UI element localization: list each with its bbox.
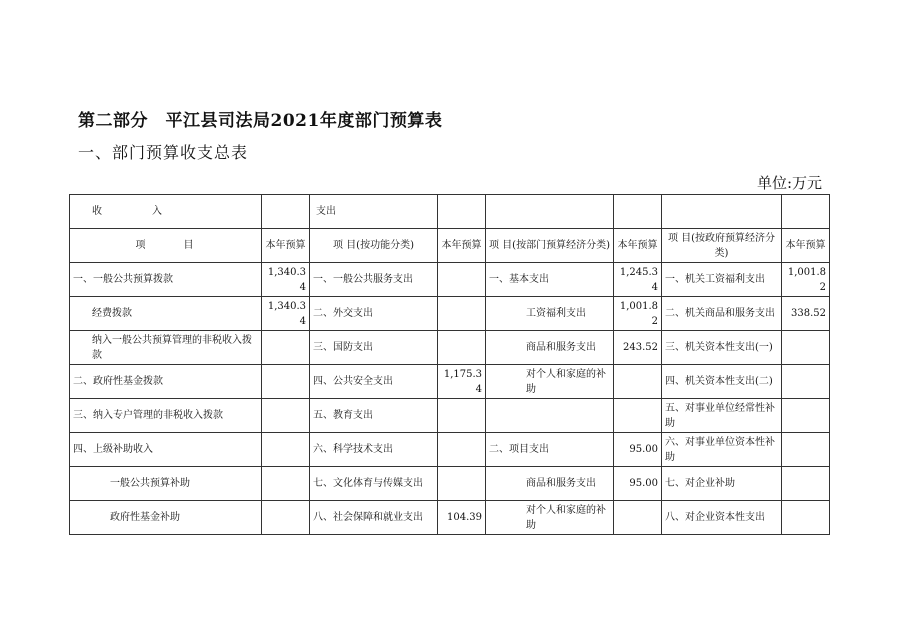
gov-econ-amount-cell: 338.52 [782, 297, 830, 331]
gov-econ-item-cell: 七、对企业补助 [662, 467, 782, 501]
unit-label: 单位:万元 [756, 174, 822, 192]
income-item-cell: 纳入一般公共预算管理的非税收入拨款 [70, 331, 262, 365]
dept-econ-item-cell: 二、项目支出 [486, 433, 614, 467]
income-amount-cell: 1,340.34 [262, 263, 310, 297]
function-item-cell: 四、公共安全支出 [310, 365, 438, 399]
dept-econ-item-cell: 工资福利支出 [486, 297, 614, 331]
function-amount-cell [438, 263, 486, 297]
function-item-cell: 二、外交支出 [310, 297, 438, 331]
income-item-header: 项 目 [70, 229, 262, 263]
table-row [70, 467, 830, 501]
gov-econ-item-cell: 一、机关工资福利支出 [662, 263, 782, 297]
dept-econ-amount-cell [614, 501, 662, 535]
gov-econ-amount-cell [782, 501, 830, 535]
function-amount-cell: 104.39 [438, 501, 486, 535]
column-header-row [70, 229, 830, 263]
income-amount-cell: 1,340.34 [262, 297, 310, 331]
dept-econ-amount-cell: 1,245.34 [614, 263, 662, 297]
dept-econ-item-cell [486, 399, 614, 433]
group-header-row [70, 195, 830, 229]
table-row [70, 433, 830, 467]
income-item-cell: 二、政府性基金拨款 [70, 365, 262, 399]
dept-econ-amount-cell: 95.00 [614, 467, 662, 501]
gov-econ-amount-cell: 1,001.82 [782, 263, 830, 297]
dept-econ-item-cell: 商品和服务支出 [486, 331, 614, 365]
income-amount-cell [262, 433, 310, 467]
function-amount-cell [438, 467, 486, 501]
function-item-cell: 七、文化体育与传媒支出 [310, 467, 438, 501]
income-item-cell: 政府性基金补助 [70, 501, 262, 535]
gov-econ-amount-cell [782, 331, 830, 365]
income-amount-cell [262, 331, 310, 365]
function-item-cell: 一、一般公共服务支出 [310, 263, 438, 297]
table-row [70, 297, 830, 331]
function-item-cell: 五、教育支出 [310, 399, 438, 433]
function-item-cell: 三、国防支出 [310, 331, 438, 365]
section-subtitle: 一、部门预算收支总表 [78, 143, 249, 162]
table-row [70, 501, 830, 535]
dept-econ-item-cell: 对个人和家庭的补助 [486, 365, 614, 399]
income-item-cell: 经费拨款 [70, 297, 262, 331]
budget-summary-table [69, 194, 830, 535]
function-item-cell: 六、科学技术支出 [310, 433, 438, 467]
dept-econ-item-cell: 商品和服务支出 [486, 467, 614, 501]
income-amount-header: 本年预算 [262, 229, 310, 263]
dept-econ-amount-header: 本年预算 [614, 229, 662, 263]
function-item-cell: 八、社会保障和就业支出 [310, 501, 438, 535]
dept-econ-amount-cell [614, 365, 662, 399]
table-row [70, 331, 830, 365]
gov-econ-amount-cell [782, 365, 830, 399]
income-amount-cell [262, 365, 310, 399]
income-item-cell: 四、上级补助收入 [70, 433, 262, 467]
dept-econ-amount-cell: 243.52 [614, 331, 662, 365]
income-item-cell: 一、一般公共预算拨款 [70, 263, 262, 297]
function-item-header: 项 目(按功能分类) [310, 229, 438, 263]
income-amount-cell [262, 399, 310, 433]
table-row [70, 365, 830, 399]
dept-econ-item-header: 项 目(按部门预算经济分类) [486, 229, 614, 263]
gov-econ-item-cell: 五、对事业单位经常性补助 [662, 399, 782, 433]
function-amount-cell [438, 331, 486, 365]
gov-econ-item-cell: 八、对企业资本性支出 [662, 501, 782, 535]
gov-econ-amount-cell [782, 467, 830, 501]
table-body [70, 263, 830, 535]
expense-group-header: 支出 [310, 195, 438, 229]
document-title: 第二部分 平江县司法局2021年度部门预算表 [78, 111, 443, 131]
income-item-cell: 三、纳入专户管理的非税收入拨款 [70, 399, 262, 433]
function-amount-cell [438, 399, 486, 433]
income-item-cell: 一般公共预算补助 [70, 467, 262, 501]
function-amount-cell: 1,175.34 [438, 365, 486, 399]
income-amount-cell [262, 467, 310, 501]
table-row [70, 399, 830, 433]
gov-econ-amount-cell [782, 433, 830, 467]
gov-econ-item-header: 项 目(按政府预算经济分类) [662, 229, 782, 263]
function-amount-cell [438, 433, 486, 467]
gov-econ-amount-header: 本年预算 [782, 229, 830, 263]
gov-econ-item-cell: 六、对事业单位资本性补助 [662, 433, 782, 467]
gov-econ-item-cell: 三、机关资本性支出(一) [662, 331, 782, 365]
gov-econ-amount-cell [782, 399, 830, 433]
dept-econ-amount-cell: 95.00 [614, 433, 662, 467]
dept-econ-amount-cell: 1,001.82 [614, 297, 662, 331]
table-row [70, 263, 830, 297]
dept-econ-item-cell: 对个人和家庭的补助 [486, 501, 614, 535]
dept-econ-amount-cell [614, 399, 662, 433]
gov-econ-item-cell: 二、机关商品和服务支出 [662, 297, 782, 331]
function-amount-cell [438, 297, 486, 331]
income-group-header: 收 入 [70, 195, 262, 229]
dept-econ-item-cell: 一、基本支出 [486, 263, 614, 297]
gov-econ-item-cell: 四、机关资本性支出(二) [662, 365, 782, 399]
income-amount-cell [262, 501, 310, 535]
function-amount-header: 本年预算 [438, 229, 486, 263]
